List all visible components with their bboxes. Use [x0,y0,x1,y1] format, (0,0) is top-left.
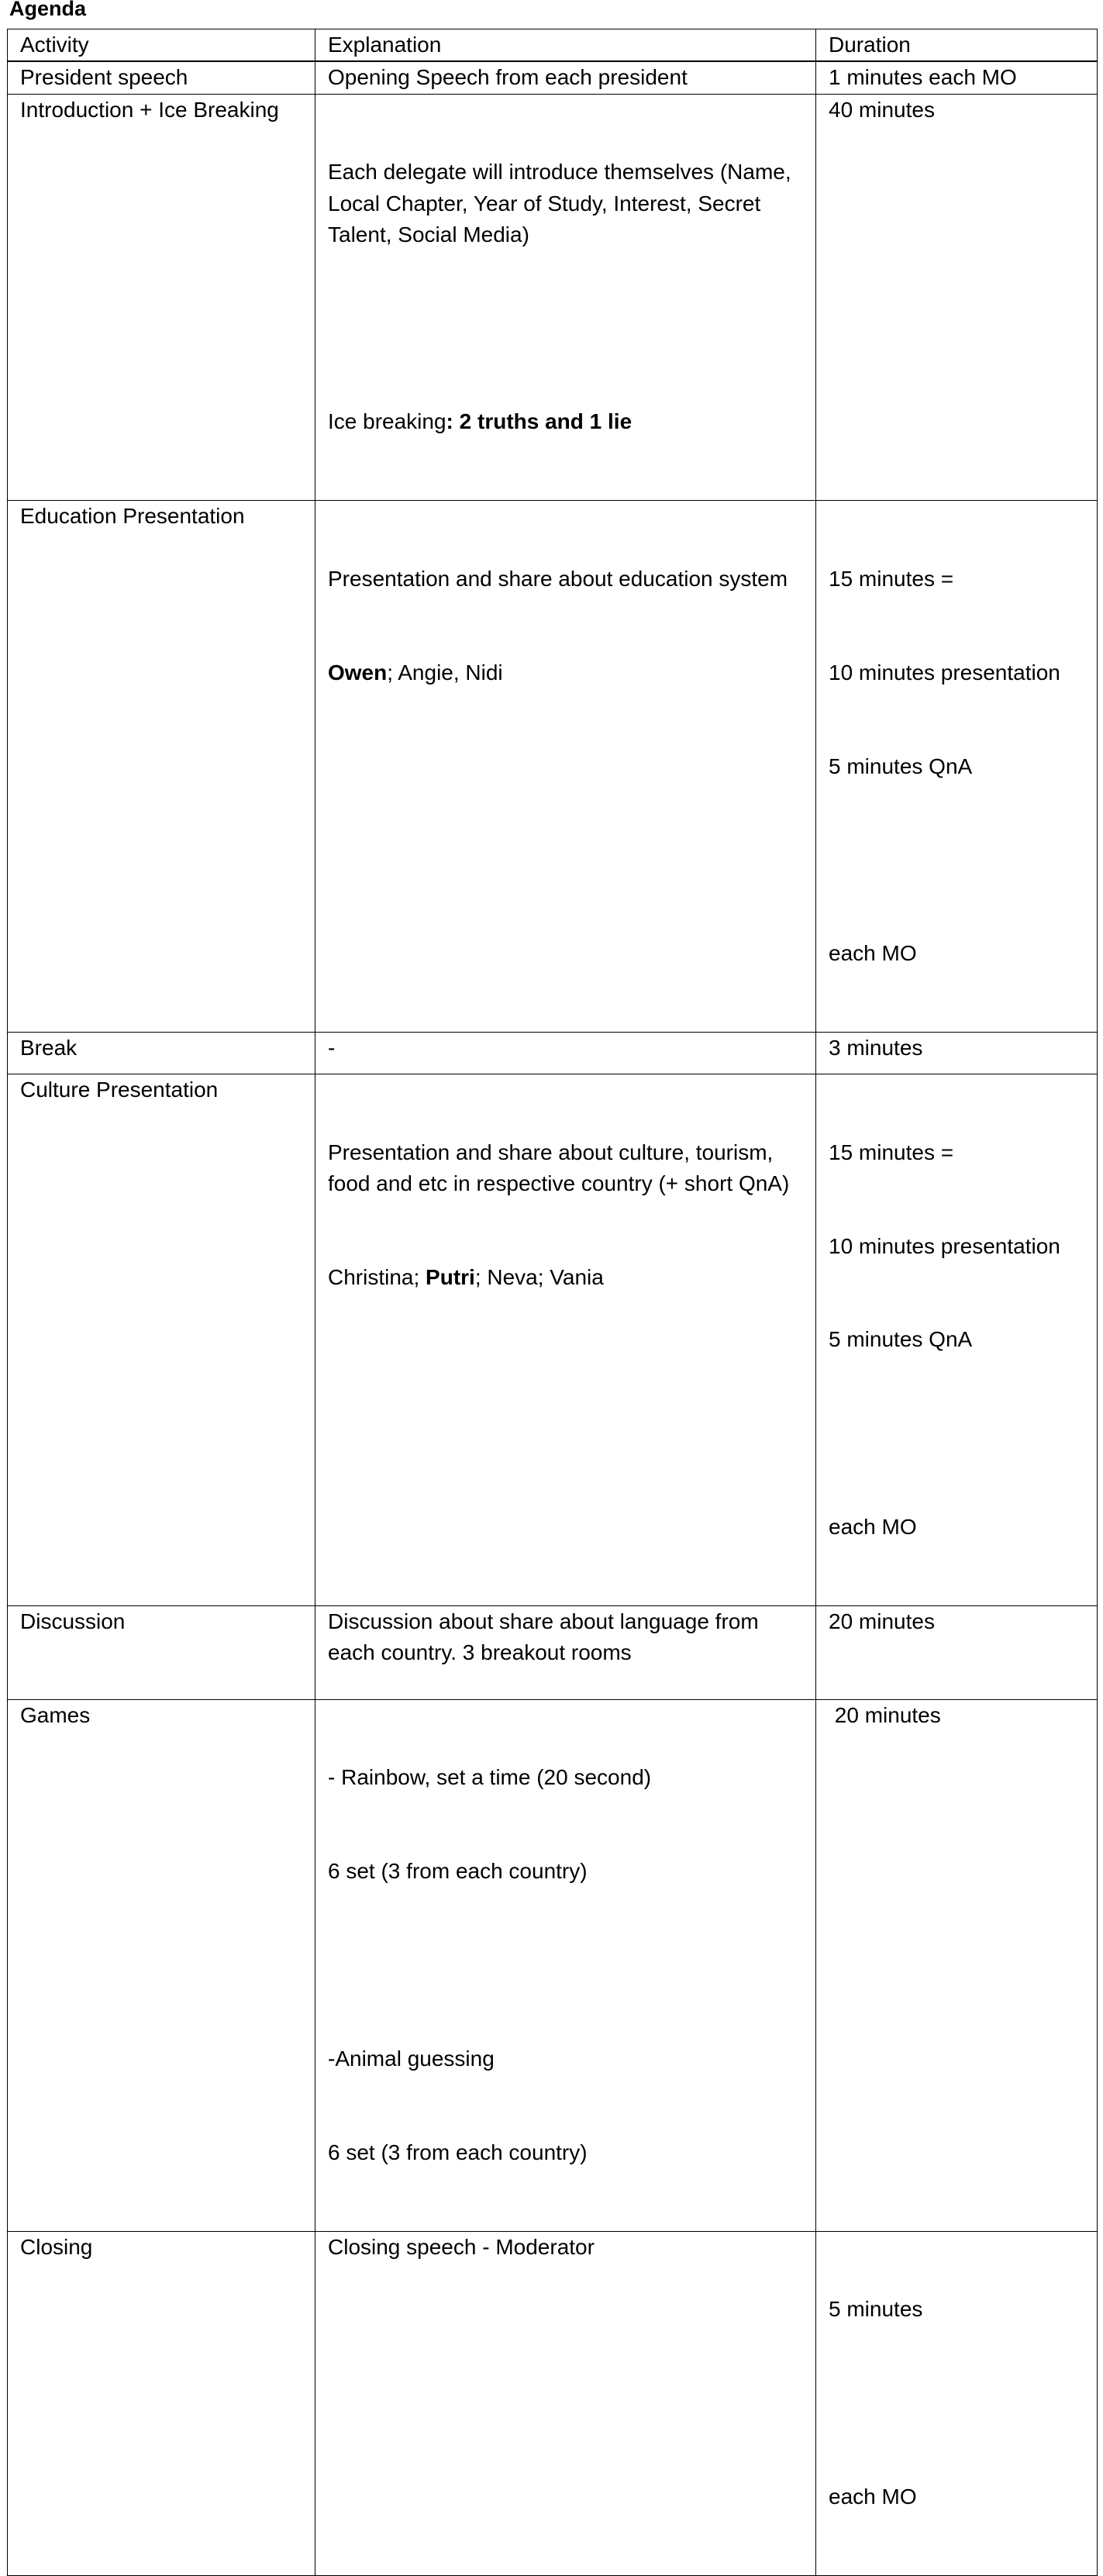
table-row [8,61,1098,94]
table-header-row [8,29,1098,62]
duration-line: 5 minutes QnA [829,753,973,778]
ice-breaking-game: : 2 truths and 1 lie [446,409,633,434]
explanation-cell [315,1699,816,2231]
header-explanation: Explanation [315,29,816,62]
ice-breaking-label: Ice breaking [328,409,446,434]
explanation-cell: Discussion about share about language from each country. 3 breakout rooms [315,1605,816,1699]
activity-cell: Games [8,1699,315,2231]
duration-line: 5 minutes [829,2297,923,2322]
game-title: -Animal guessing [328,2046,495,2071]
explanation-text: Each delegate will introduce themselves (Name, Local Chapter, Year of Study, Interest, Secret Talent, Social Media) [328,160,798,247]
header-duration: Duration [816,29,1098,62]
explanation-cell: Closing speech - Moderator [315,2231,816,2575]
activity-cell: President speech [8,61,315,94]
duration-line: 10 minutes presentation [829,660,1060,685]
table-row [8,1605,1098,1699]
table-row [8,2231,1098,2575]
table-row [8,501,1098,1033]
table-row [8,94,1098,501]
duration-line: 10 minutes presentation [829,1233,1060,1258]
presenters-rest: ; Angie, Nidi [387,660,503,685]
table-row [8,1699,1098,2231]
presenter-lead: Putri [426,1264,475,1289]
duration-line: 5 minutes QnA [829,1327,973,1352]
activity-cell: Closing [8,2231,315,2575]
explanation-cell: Opening Speech from each president [315,61,816,94]
explanation-text: Presentation and share about education system [328,566,788,591]
activity-cell: Discussion [8,1605,315,1699]
explanation-cell [315,1074,816,1606]
activity-cell: Education Presentation [8,501,315,1033]
duration-cell: 20 minutes [816,1699,1098,2231]
duration-cell: 3 minutes [816,1033,1098,1074]
duration-note: each MO [829,1514,917,1539]
activity-cell: Introduction + Ice Breaking [8,94,315,501]
table-row [8,1074,1098,1606]
header-activity: Activity [8,29,315,62]
presenters-line [328,657,808,688]
game-detail: 6 set (3 from each country) [328,2140,588,2164]
presenter-lead: Owen [328,660,388,685]
agenda-table [7,29,1098,2576]
duration-line: 15 minutes = [829,1140,954,1164]
duration-note: each MO [829,2484,917,2509]
page-title: Agenda [9,0,87,20]
duration-note: each MO [829,941,917,966]
duration-cell: 40 minutes [816,94,1098,501]
duration-cell: 1 minutes each MO [816,61,1098,94]
presenters-rest: ; Neva; Vania [474,1264,604,1289]
duration-cell [816,1074,1098,1606]
game-title: - Rainbow, set a time (20 second) [328,1765,652,1790]
activity-cell: Culture Presentation [8,1074,315,1606]
duration-line: 15 minutes = [829,566,954,591]
presenters-line [328,1262,808,1293]
presenters-pre: Christina; [328,1264,426,1289]
table-row [8,1033,1098,1074]
duration-cell: 20 minutes [816,1605,1098,1699]
activity-cell: Break [8,1033,315,1074]
game-detail: 6 set (3 from each country) [328,1859,588,1884]
duration-cell [816,2231,1098,2575]
duration-cell [816,501,1098,1033]
explanation-cell: - [315,1033,816,1074]
explanation-text: Presentation and share about culture, tourism, food and etc in respective country (+ short QnA) [328,1140,790,1195]
ice-breaking-line [328,406,808,437]
explanation-cell [315,94,816,501]
explanation-cell [315,501,816,1033]
